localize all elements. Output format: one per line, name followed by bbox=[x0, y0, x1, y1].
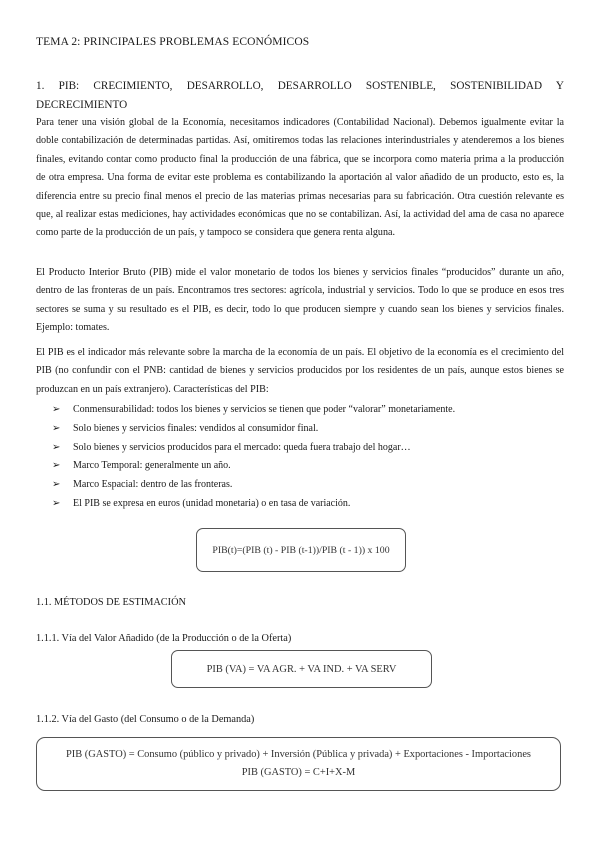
formula-value-added: PIB (VA) = VA AGR. + VA IND. + VA SERV bbox=[206, 663, 397, 675]
formula-growth-rate: PIB(t)=(PIB (t) - PIB (t-1))/PIB (t - 1)) x 100 bbox=[212, 544, 390, 556]
section-1-heading-line-2: DECRECIMIENTO bbox=[36, 99, 128, 111]
formula-expenditure-full: PIB (GASTO) = Consumo (público y privado) + Inversión (Pública y privada) + Exportaciones - Importaciones bbox=[66, 749, 531, 760]
subsection-expenditure-heading: 1.1.2. Vía del Gasto (del Consumo o de la Demanda) bbox=[36, 714, 255, 725]
document-title: TEMA 2: PRINCIPALES PROBLEMAS ECONÓMICOS bbox=[36, 36, 310, 48]
pib-characteristics-list bbox=[52, 401, 455, 514]
section-1-heading-line-1: 1. PIB: CRECIMIENTO, DESARROLLO, DESARROLLO SOSTENIBLE, SOSTENIBILIDAD Y bbox=[36, 80, 564, 92]
formula-expenditure-short: PIB (GASTO) = C+I+X-M bbox=[241, 767, 356, 778]
list-item-text: Conmensurabilidad: todos los bienes y servicios se tienen que poder “valorar” monetariamente. bbox=[73, 404, 456, 415]
arrow-bullet-icon: ➢ bbox=[52, 441, 61, 453]
list-item bbox=[52, 495, 455, 514]
list-item bbox=[52, 439, 455, 458]
formula-box-growth-rate bbox=[196, 528, 406, 572]
list-item-text: Solo bienes y servicios finales: vendidos al consumidor final. bbox=[73, 422, 319, 434]
paragraph-pib-definition: El Producto Interior Bruto (PIB) mide el valor monetario de todos los bienes y servicios finales “producidos” durante un año, dentro de las fronteras de un país. Encontramos tres sectores: agrícola, industrial y servicios. Todo lo que se produce en esos tres sectores se suma y su resultado es el PIB, es decir, todo lo que producen siempre y cuando sean los bienes y servicios finales. Ejemplo: tomates. bbox=[36, 267, 564, 334]
arrow-bullet-icon: ➢ bbox=[52, 422, 61, 434]
list-item-text: Solo bienes y servicios producidos para el mercado: queda fuera trabajo del hogar… bbox=[73, 441, 411, 453]
list-item bbox=[52, 476, 455, 495]
list-item-text: Marco Espacial: dentro de las fronteras. bbox=[73, 479, 233, 491]
formula-box-value-added bbox=[171, 650, 432, 688]
subsection-value-added-heading: 1.1.1. Vía del Valor Añadido (de la Producción o de la Oferta) bbox=[36, 633, 292, 644]
arrow-bullet-icon: ➢ bbox=[52, 479, 61, 491]
paragraph-national-accounting: Para tener una visión global de la Economía, necesitamos indicadores (Contabilidad Nacional). Debemos igualmente evitar la doble contabilización de determinadas partidas. Así, omitiremos todas las relaciones interindustriales y atenderemos a los bienes finales, evitando contar como producto final la producción de una fábrica, que se incorpora como materia prima a la producción de otra empresa. Una forma de evitar este problema es contabilizando la aportación al valor añadido de un producto, esto es, la diferencia entre su precio final menos el precio de las materias primas necesarias para su fabricación. Otra cuestión relevante es que, al realizar estas mediciones, hay actividades económicas que no se contabilizan. Así, la actividad del ama de casa no aparece como parte de la producción de un país, y tampoco se considera que genera renta alguna. bbox=[36, 117, 564, 239]
paragraph-pib-relevance: El PIB es el indicador más relevante sobre la marcha de la economía de un país. El objetivo de la economía es el crecimiento del PIB (no confundir con el PNB: cantidad de bienes y servicios producidos por los residentes de un país, aunque estos bienes se produzcan en un país extranjero). Características del PIB: bbox=[36, 347, 564, 395]
list-item-text: Marco Temporal: generalmente un año. bbox=[73, 460, 231, 472]
list-item bbox=[52, 420, 455, 439]
list-item bbox=[52, 401, 455, 420]
list-item-text: El PIB se expresa en euros (unidad monetaria) o en tasa de variación. bbox=[73, 497, 351, 509]
arrow-bullet-icon: ➢ bbox=[52, 404, 61, 415]
formula-box-expenditure bbox=[36, 737, 561, 791]
arrow-bullet-icon: ➢ bbox=[52, 497, 61, 509]
section-methods-heading: 1.1. MÉTODOS DE ESTIMACIÓN bbox=[36, 597, 186, 608]
arrow-bullet-icon: ➢ bbox=[52, 460, 61, 472]
list-item bbox=[52, 457, 455, 476]
